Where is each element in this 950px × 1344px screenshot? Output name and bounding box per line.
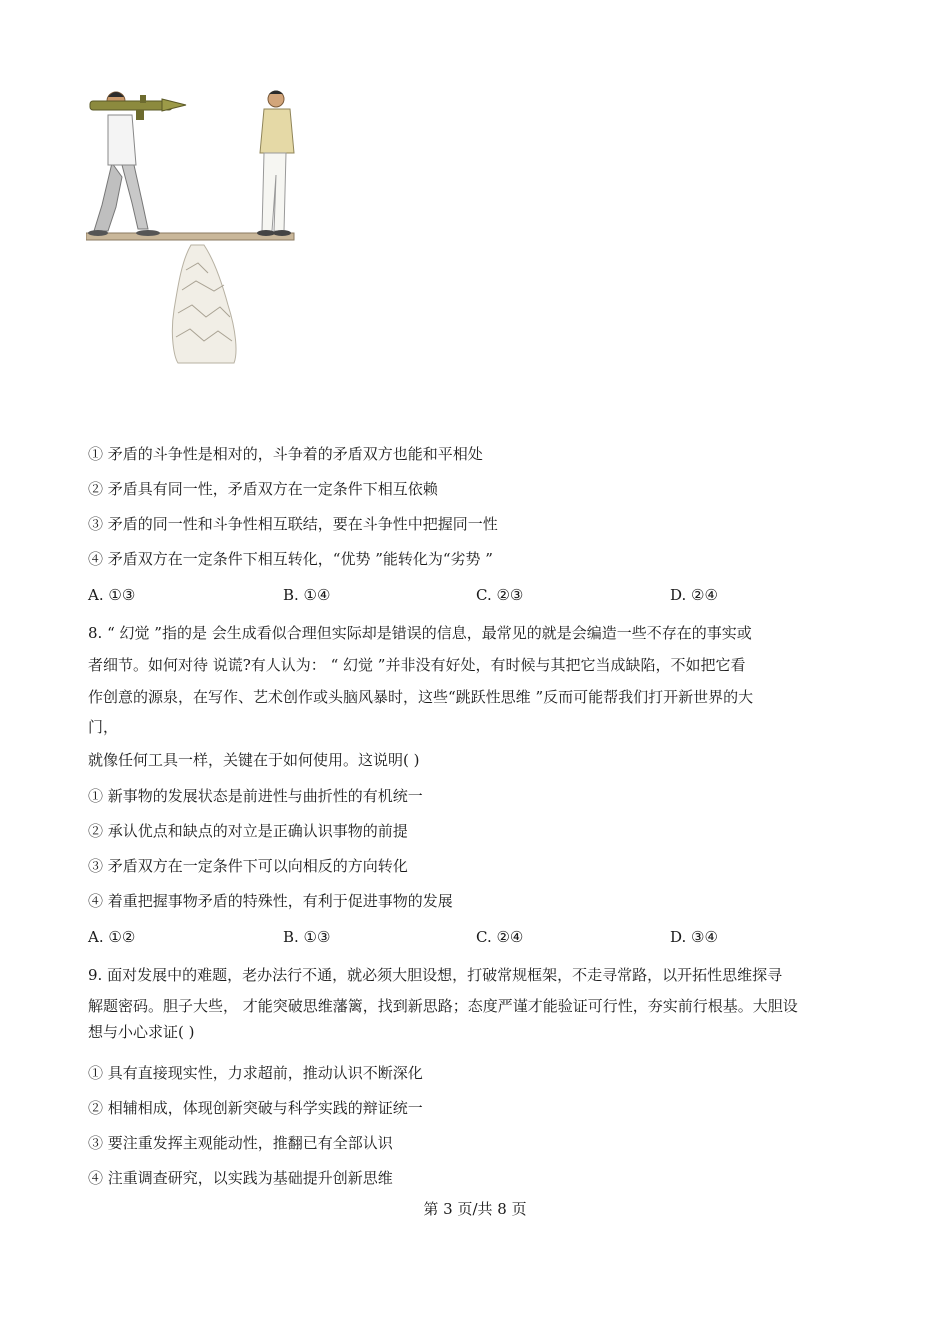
q7-option-d[interactable]: D. ②④ <box>670 586 718 604</box>
q7-option-b[interactable]: B. ①④ <box>283 586 331 604</box>
q8-statement-3: ③ 矛盾双方在一定条件下可以向相反的方向转化 <box>88 857 408 875</box>
q8-option-b[interactable]: B. ①③ <box>283 928 331 946</box>
q8-option-a[interactable]: A. ①② <box>88 928 136 946</box>
q7-option-c[interactable]: C. ②③ <box>476 586 524 604</box>
q7-statement-4: ④ 矛盾双方在一定条件下相互转化，“优势 ”能转化为“劣势 ” <box>88 550 493 568</box>
q7-options <box>88 584 888 606</box>
q8-stem-line-1: 8. “ 幻觉 ”指的是 会生成看似合理但实际却是错误的信息，最常见的就是会编造一些不存在的事实或 <box>88 624 752 642</box>
q8-stem-line-2: 者细节。如何对待 说谎?有人认为： “ 幻觉 ”并非没有好处，有时候与其把它当成缺陷，不如把它看 <box>88 656 746 674</box>
q7-option-a[interactable]: A. ①③ <box>88 586 136 604</box>
q9-stem-line-2: 解题密码。胆子大些， 才能突破思维藩篱，找到新思路；态度严谨才能验证可行性，夯实前行根基。大胆设 <box>88 997 798 1015</box>
q9-statement-1: ① 具有直接现实性，力求超前，推动认识不断深化 <box>88 1064 423 1082</box>
q8-statement-4: ④ 着重把握事物矛盾的特殊性，有利于促进事物的发展 <box>88 892 453 910</box>
q9-stem-line-1: 9. 面对发展中的难题，老办法行不通，就必须大胆设想，打破常规框架，不走寻常路，以开拓性思维探寻 <box>88 966 783 984</box>
q8-stem-line-4: 门， <box>88 718 119 736</box>
q9-statement-2: ② 相辅相成，体现创新突破与科学实践的辩证统一 <box>88 1099 423 1117</box>
q8-stem-line-5: 就像任何工具一样，关键在于如何使用。这说明( ) <box>88 751 420 769</box>
q7-statement-2: ② 矛盾具有同一性，矛盾双方在一定条件下相互依赖 <box>88 480 438 498</box>
q7-statement-1: ① 矛盾的斗争性是相对的，斗争着的矛盾双方也能和平相处 <box>88 445 483 463</box>
q9-stem-line-3: 想与小心求证( ) <box>88 1023 195 1041</box>
q7-statement-3: ③ 矛盾的同一性和斗争性相互联结，要在斗争性中把握同一性 <box>88 515 498 533</box>
q8-options <box>88 926 888 948</box>
q8-option-d[interactable]: D. ③④ <box>670 928 718 946</box>
q9-statement-3: ③ 要注重发挥主观能动性，推翻已有全部认识 <box>88 1134 393 1152</box>
q9-statement-4: ④ 注重调查研究，以实践为基础提升创新思维 <box>88 1169 393 1187</box>
q8-stem-line-3: 作创意的源泉，在写作、艺术创作或头脑风暴时，这些“跳跃性思维 ”反而可能帮我们打开新世界的大 <box>88 688 754 706</box>
q8-option-c[interactable]: C. ②④ <box>476 928 524 946</box>
page-number: 第 3 页/共 8 页 <box>423 1200 527 1218</box>
q8-statement-2: ② 承认优点和缺点的对立是正确认识事物的前提 <box>88 822 408 840</box>
cartoon-illustration <box>86 85 296 365</box>
q8-statement-1: ① 新事物的发展状态是前进性与曲折性的有机统一 <box>88 787 423 805</box>
